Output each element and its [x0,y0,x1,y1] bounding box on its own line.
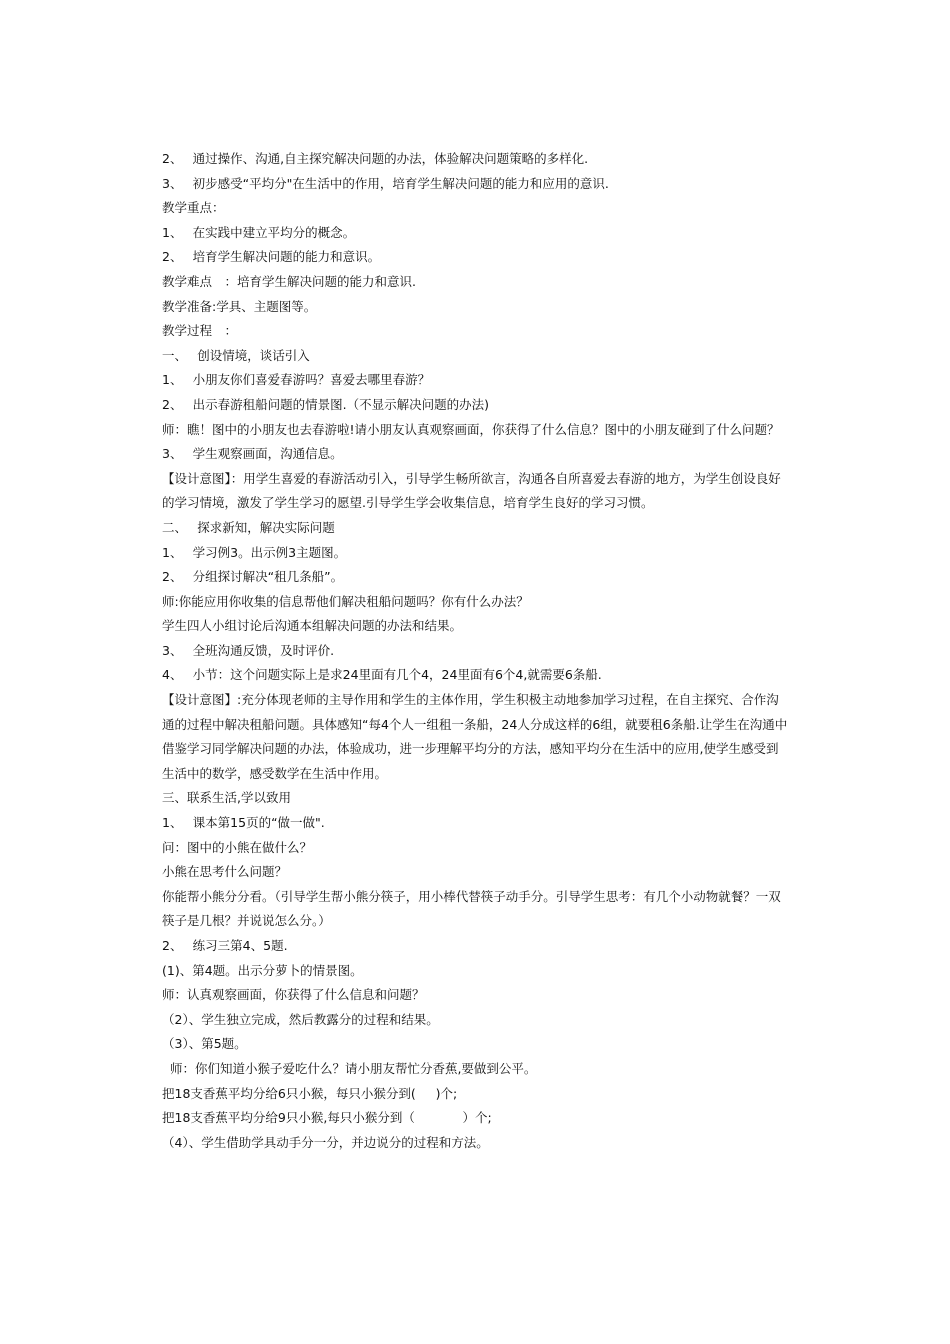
text-line: 2、 分组探讨解决“租几条船”。 [162,569,344,585]
text-line: 一、 创设情境，谈话引入 [162,347,310,363]
text-line: 小熊在思考什么问题？ [162,864,288,880]
text-line: 师：你们知道小猴子爱吃什么？请小朋友帮忙分香蕉,要做到公平。 [162,1060,537,1076]
text-line: 3、 初步感受“平均分"在生活中的作用，培育学生解决问题的能力和应用的意识. [162,175,609,191]
text-line: 师:你能应用你收集的信息帮他们解决租船问题吗？你有什么办法？ [162,593,529,609]
text-line: 3、 学生观察画面，沟通信息。 [162,446,343,462]
text-paragraph: 你能帮小熊分分看。（引导学生帮小熊分筷子，用小棒代替筷子动手分。引导学生思考：有几个小动物就餐？一双筷子是几根？并说说怎么分。） [162,888,781,929]
text-line: 教学过程 ： [162,323,238,339]
text-line: 1、 在实践中建立平均分的概念。 [162,224,356,240]
text-line: 师：认真观察画面，你获得了什么信息和问题？ [162,987,425,1003]
text-line: 4、 小节：这个问题实际上是求24里面有几个4，24里面有6个4,就需要6条船. [162,667,602,683]
text-line: (1)、第4题。出示分萝卜的情景图。 [162,962,363,978]
text-line: 三、联系生活,学以致用 [162,790,291,806]
text-line: 2、 通过操作、沟通,自主探究解决问题的办法，体验解决问题策略的多样化. [162,151,589,166]
text-paragraph: 【设计意图】：用学生喜爱的春游活动引入，引导学生畅所欲言，沟通各自所喜爱去春游的地方，为学生创设良好的学习情境，激发了学生学习的愿望.引导学生学会收集信息，培育学生良好的学习习惯。 [162,470,781,511]
text-line: 教学难点 ：培育学生解决问题的能力和意识. [162,273,416,289]
text-line: 把18支香蕉平均分给6只小猴，每只小猴分到( )个; [162,1085,458,1101]
text-paragraph: 【设计意图】:充分体现老师的主导作用和学生的主体作用，学生积极主动地参加学习过程，在自主探究、合作沟通的过程中解决租船问题。具体感知“每4个人一组租一条船，24人分成这样的6组，就要租6条船.让学生在沟通中借鉴学习同学解决问题的办法，体验成功，进一步理解平均分的方法，感知平均分在生活中的应用,使学生感受到生活中的数学，感受数学在生活中作用。 [162,692,788,781]
text-line: 问：图中的小熊在做什么？ [162,839,313,855]
text-line: 教学准备:学具、主题图等。 [162,298,317,314]
text-line: 教学重点： [162,200,225,216]
text-line: 1、 小朋友你们喜爱春游吗？喜爱去哪里春游？ [162,372,431,388]
text-line: （3）、第5题。 [162,1036,247,1052]
text-line: 二、 探求新知，解决实际问题 [162,519,335,535]
text-line: 2、 培育学生解决问题的能力和意识。 [162,249,381,265]
text-paragraph: 师：瞧！图中的小朋友也去春游啦!请小朋友认真观察画面，你获得了什么信息？图中的小朋友碰到了什么问题？ [162,421,780,437]
text-line: （4）、学生借助学具动手分一分，并边说分的过程和方法。 [162,1134,489,1150]
text-line: 把18支香蕉平均分给9只小猴,每只小猴分到（ ）个; [162,1110,492,1126]
text-line: 3、 全班沟通反馈，及时评价. [162,642,335,658]
text-line: 学生四人小组讨论后沟通本组解决问题的办法和结果。 [162,618,463,634]
text-line: 2、 出示春游租船问题的情景图.（不显示解决问题的办法) [162,396,490,412]
text-line: （2）、学生独立完成，然后教露分的过程和结果。 [162,1011,439,1027]
text-line: 1、 课本第15页的“做一做". [162,815,325,831]
text-line: 1、 学习例3。出示例3主题图。 [162,544,347,560]
text-line: 2、 练习三第4、5题. [162,938,288,953]
document-body [162,147,788,1155]
